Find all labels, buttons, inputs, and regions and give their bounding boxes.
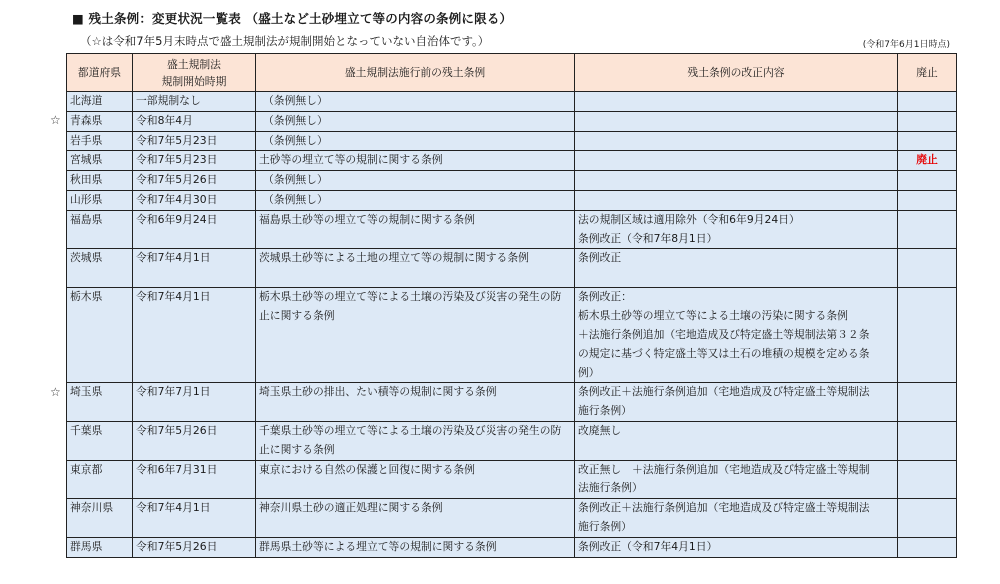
cell-start-date: 令和7年5月23日	[133, 131, 256, 151]
cell-prefecture: 北海道	[67, 92, 133, 112]
cell-start-date: 令和7年4月30日	[133, 190, 256, 210]
revision-line: の規定に基づく特定盛土等又は土石の堆積の規模を定める条	[578, 346, 870, 360]
cell-revision	[575, 92, 898, 112]
revision-line: 条例改正＋法施行条例追加（宅地造成及び特定盛土等規制法	[578, 385, 870, 399]
cell-abolish	[898, 421, 957, 460]
cell-abolish: 廃止	[898, 151, 957, 171]
cell-before-ordinance: 栃木県土砂等の埋立て等による土壌の汚染及び災害の発生の防止に関する条例	[256, 288, 575, 383]
cell-revision	[575, 171, 898, 191]
table-row	[67, 171, 957, 191]
cell-before-ordinance: （条例無し）	[256, 171, 575, 191]
cell-prefecture: 神奈川県	[67, 499, 133, 538]
cell-start-date: 令和6年7月31日	[133, 460, 256, 499]
revision-line: 改正無し ＋法施行条例追加（宅地造成及び特定盛土等規制	[578, 462, 870, 476]
cell-before-ordinance: 東京における自然の保護と回復に関する条例	[256, 460, 575, 499]
cell-start-date: 令和8年4月	[133, 111, 256, 131]
as-of-date: (令和7年6月1日時点)	[862, 40, 950, 50]
revision-line: 法施行条例）	[578, 481, 643, 495]
table-row	[67, 151, 957, 171]
table-row	[67, 131, 957, 151]
cell-before-ordinance: （条例無し）	[256, 190, 575, 210]
revision-line: 条例改正（令和7年4月1日）	[578, 539, 718, 553]
revision-line: 改廃無し	[578, 423, 622, 437]
cell-abolish	[898, 288, 957, 383]
cell-before-ordinance: 神奈川県土砂の適正処理に関する条例	[256, 499, 575, 538]
cell-revision	[575, 460, 898, 499]
table-row	[67, 249, 957, 288]
cell-before-ordinance: 茨城県土砂等による土地の埋立て等の規制に関する条例	[256, 249, 575, 288]
cell-abolish	[898, 190, 957, 210]
cell-abolish	[898, 131, 957, 151]
revision-line: 施行条例）	[578, 519, 632, 533]
cell-prefecture: 青森県	[67, 111, 133, 131]
cell-prefecture: 秋田県	[67, 171, 133, 191]
revision-line: 例）	[578, 365, 600, 379]
revision-line: 法の規制区域は適用除外（令和6年9月24日）	[578, 212, 800, 226]
star-marker: ☆	[50, 384, 61, 399]
revision-line: 条例改正＋法施行条例追加（宅地造成及び特定盛土等規制法	[578, 501, 870, 515]
cell-abolish	[898, 171, 957, 191]
cell-revision	[575, 210, 898, 249]
revision-line: 条例改正	[578, 251, 622, 265]
table-row	[67, 190, 957, 210]
header-start-date	[133, 54, 256, 92]
cell-start-date: 令和7年4月1日	[133, 499, 256, 538]
cell-abolish	[898, 92, 957, 112]
cell-revision	[575, 111, 898, 131]
cell-before-ordinance: 福島県土砂等の埋立て等の規制に関する条例	[256, 210, 575, 249]
table-row	[67, 499, 957, 538]
cell-before-ordinance: （条例無し）	[256, 111, 575, 131]
cell-prefecture: 宮城県	[67, 151, 133, 171]
header-before-ordinance: 盛土規制法施行前の残土条例	[256, 54, 575, 92]
cell-start-date: 令和7年4月1日	[133, 288, 256, 383]
cell-prefecture: 福島県	[67, 210, 133, 249]
table-header-row	[67, 54, 957, 92]
star-note: （☆は令和7年5月末時点で盛土規制法が規制開始となっていない自治体です。）	[80, 34, 490, 48]
table-row	[67, 92, 957, 112]
cell-before-ordinance: 土砂等の埋立て等の規制に関する条例	[256, 151, 575, 171]
cell-revision	[575, 151, 898, 171]
header-start-line2: 規制開始時期	[161, 74, 227, 88]
table-row	[67, 288, 957, 383]
revision-line: 栃木県土砂等の埋立て等による土壌の汚染に関する条例	[578, 309, 848, 323]
table-row	[67, 210, 957, 249]
cell-prefecture: 千葉県	[67, 421, 133, 460]
page-title: ■ 残土条例：変更状況一覧表 （盛土など土砂埋立て等の内容の条例に限る）	[72, 11, 513, 26]
cell-abolish	[898, 210, 957, 249]
cell-start-date: 令和7年5月26日	[133, 537, 256, 557]
cell-abolish	[898, 460, 957, 499]
cell-revision	[575, 249, 898, 288]
header-abolish: 廃止	[898, 54, 957, 92]
cell-abolish	[898, 499, 957, 538]
header-prefecture: 都道府県	[67, 54, 133, 92]
table-row	[67, 421, 957, 460]
header-start-line1: 盛土規制法	[167, 57, 221, 71]
cell-before-ordinance: 埼玉県土砂の排出、たい積等の規制に関する条例	[256, 383, 575, 422]
cell-start-date: 令和7年5月26日	[133, 171, 256, 191]
revision-line: 施行条例）	[578, 404, 632, 418]
cell-start-date: 令和7年5月26日	[133, 421, 256, 460]
cell-before-ordinance: （条例無し）	[256, 92, 575, 112]
cell-abolish	[898, 537, 957, 557]
cell-start-date: 令和6年9月24日	[133, 210, 256, 249]
cell-revision	[575, 537, 898, 557]
cell-start-date: 令和7年5月23日	[133, 151, 256, 171]
cell-abolish	[898, 383, 957, 422]
cell-prefecture: 岩手県	[67, 131, 133, 151]
cell-prefecture: 山形県	[67, 190, 133, 210]
cell-abolish	[898, 111, 957, 131]
ordinance-table	[66, 53, 957, 558]
table-row	[67, 111, 957, 131]
cell-start-date: 令和7年4月1日	[133, 249, 256, 288]
table-row	[67, 460, 957, 499]
cell-prefecture: 東京都	[67, 460, 133, 499]
cell-revision	[575, 288, 898, 383]
cell-revision	[575, 383, 898, 422]
cell-prefecture: 群馬県	[67, 537, 133, 557]
table-row	[67, 383, 957, 422]
cell-before-ordinance: （条例無し）	[256, 131, 575, 151]
cell-abolish	[898, 249, 957, 288]
revision-line: ＋法施行条例追加（宅地造成及び特定盛土等規制法第３２条	[578, 327, 870, 341]
cell-prefecture: 埼玉県	[67, 383, 133, 422]
revision-line: 条例改正（令和7年8月1日）	[578, 231, 718, 245]
cell-before-ordinance: 群馬県土砂等による埋立て等の規制に関する条例	[256, 537, 575, 557]
cell-revision	[575, 131, 898, 151]
cell-before-ordinance: 千葉県土砂等の埋立て等による土壌の汚染及び災害の発生の防止に関する条例	[256, 421, 575, 460]
cell-start-date: 令和7年7月1日	[133, 383, 256, 422]
revision-line: 条例改正：	[578, 290, 632, 304]
table-row	[67, 537, 957, 557]
cell-revision	[575, 499, 898, 538]
header-revision: 残土条例の改正内容	[575, 54, 898, 92]
cell-revision	[575, 190, 898, 210]
cell-revision	[575, 421, 898, 460]
cell-start-date: 一部規制なし	[133, 92, 256, 112]
star-marker: ☆	[50, 113, 61, 128]
cell-prefecture: 茨城県	[67, 249, 133, 288]
cell-prefecture: 栃木県	[67, 288, 133, 383]
